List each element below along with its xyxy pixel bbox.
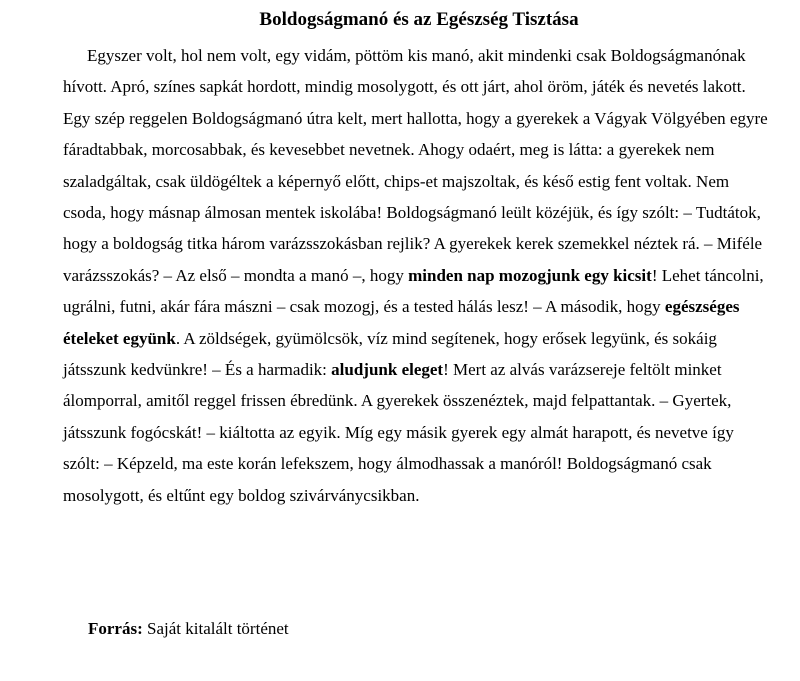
document-title: Boldogságmanó és az Egészség Tisztása <box>259 9 579 30</box>
story-text-part-1: Egyszer volt, hol nem volt, egy vidám, pöttöm kis manó, akit mindenki csak Boldogságmanónak hívott. Apró, színes sapkát hordott, mindig mosolygott, és ott járt, ahol öröm, játék és nevetés lakott. Egy szép reggelen Boldogságmanó útra kelt, mert hallotta, hogy a gyerekek a Vágyak Völgyében egyre fáradtabbak, morcosabbak, és kevesebbet nevetnek. Ahogy odaért, meg is látta: a gyerekek nem szaladgáltak, csak üldögéltek a képernyő előtt, chips-et majszoltak, és késő estig fent voltak. Nem csoda, hogy másnap álmosan mentek iskolába! Boldogságmanó leült közéjük, és így szólt: – Tudtátok, hogy a boldogság titka három varázsszokásban rejlik? A gyerekek kerek szemekkel néztek rá. – Miféle varázsszokás? – Az első – mondta a manó –, hogy <box>63 46 768 285</box>
source-text: Saját kitalált történet <box>142 619 289 638</box>
source-line <box>88 617 289 641</box>
story-paragraph <box>63 40 769 511</box>
story-bold-habit-1: minden nap mozogjunk egy kicsit <box>408 265 652 285</box>
source-label: Forrás: <box>88 619 143 638</box>
story-bold-habit-2: egészséges ételeket együnk <box>63 297 740 348</box>
story-bold-habit-3: aludjunk eleget <box>331 360 444 380</box>
document-page <box>63 8 769 511</box>
story-text-part-4: ! Mert az alvás varázsereje feltölt minket álomporral, amitől reggel frissen ébredünk. A gyerekek összenéztek, majd felpattantak. – Gyertek, játsszunk fogócskát! – kiáltotta az egyik. Míg egy másik gyerek egy almát harapott, és nevetve így szólt: – Képzeld, ma este korán lefekszem, hogy álmodhassak a manóról! Boldogságmanó csak mosolygott, és eltűnt egy boldog szivárványcsikban. <box>63 360 734 505</box>
story-text-part-3: . A zöldségek, gyümölcsök, víz mind segítenek, hogy erősek legyünk, és sokáig játsszunk kedvünkre! – És a harmadik: <box>63 328 717 380</box>
story-text-part-2: ! Lehet táncolni, ugrálni, futni, akár fára mászni – csak mozogj, és a tested hálás lesz! – A második, hogy <box>63 265 764 317</box>
